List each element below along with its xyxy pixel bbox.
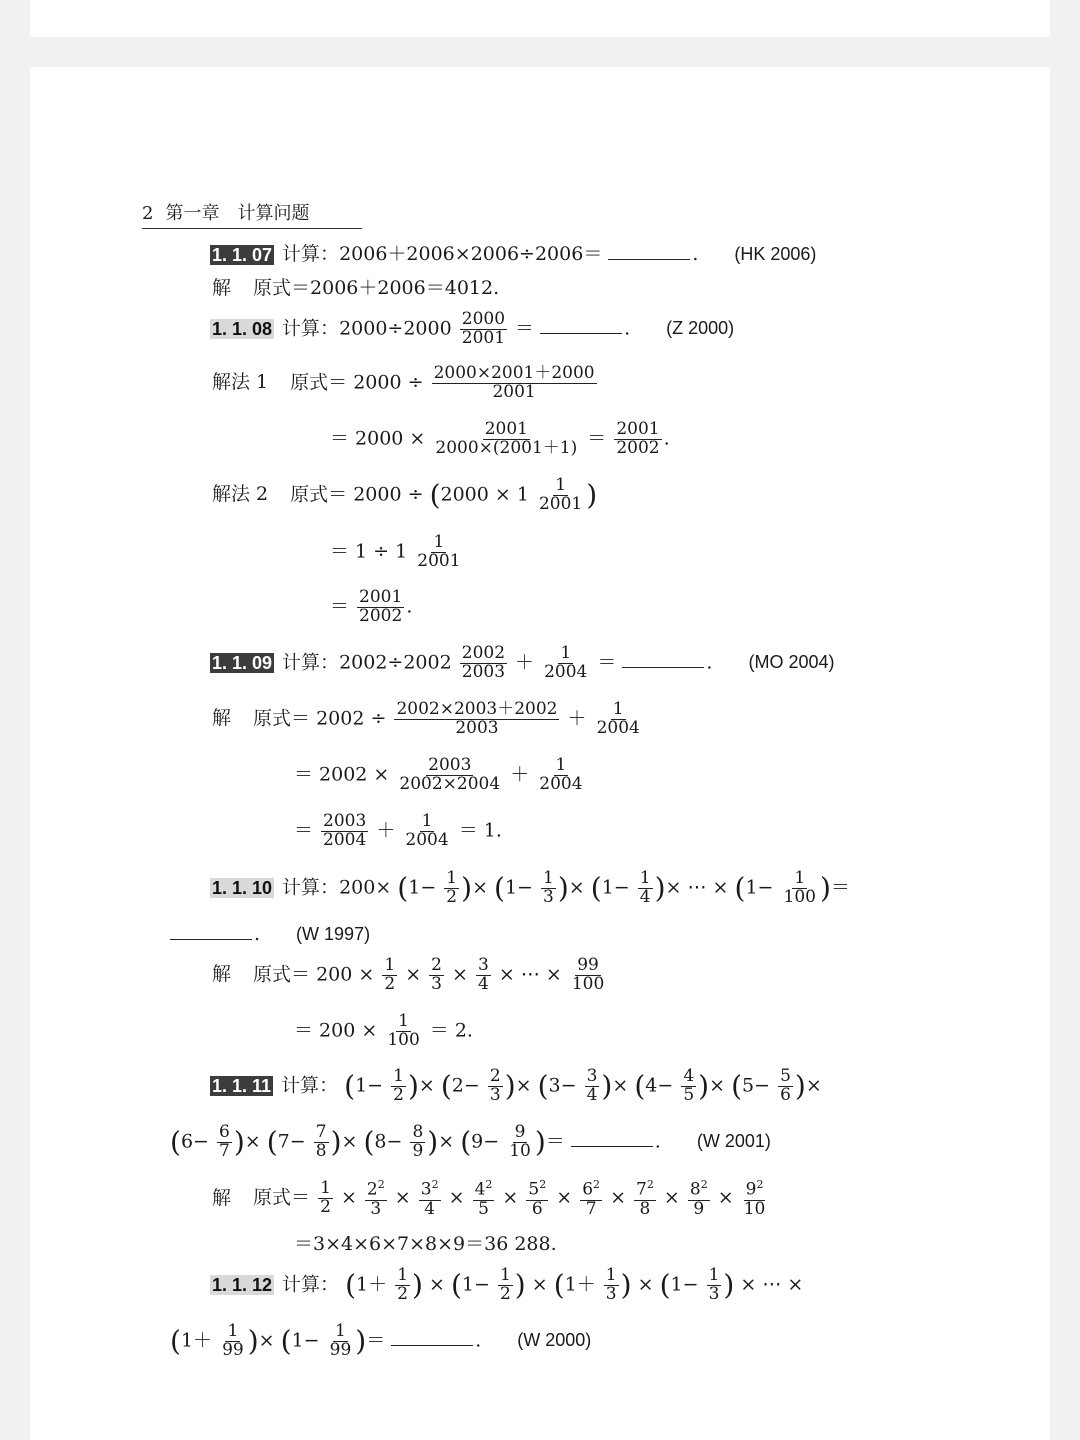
solution-1-1-09: 解 原式＝ 2002 ÷ $\frac{2002\times 2003+2002}{2003}$ ＋ $\frac{1}{2004}$ [212, 699, 640, 738]
solution-1-1-10-step: ＝ 200 × $\frac{1}{100}$ ＝ 2. [294, 1011, 473, 1050]
problem-number: 1. 1. 10 [212, 878, 273, 899]
problem-1-1-12-continued: (1＋ $\frac{1}{99}$ )× (1− $\frac{1}{99}$ )＝ . (W 2000) [170, 1321, 592, 1360]
problem-expression: 2006＋2006×2006÷2006＝ [339, 243, 603, 265]
problem-1-1-11: 1. 1. 11 计算： (1− $\frac{1}{2}$ )× (2− $\frac{2}{3}$ )× (3− $\frac{3}{4}$ )× (4− $\frac{4}{5}$ )× (5− $\frac{5}{6}$ )× [212, 1066, 822, 1105]
problem-1-1-07: 1. 1. 07 计算：2006＋2006×2006÷2006＝ . (HK 2006) [212, 243, 817, 265]
solution-1-1-09-step: ＝ 2002 × $\frac{2003}{2002\times 2004}$ ＋ $\frac{1}{2004}$ [294, 755, 583, 794]
solution-1-1-10: 解 原式＝ 200 × $\frac{1}{2}$ × $\frac{2}{3}$ × $\frac{3}{4}$ × ⋯ × $\frac{99}{100}$ [212, 955, 605, 994]
chapter-title: 计算问题 [237, 203, 310, 224]
answer-blank [391, 1344, 473, 1346]
problem-number: 1. 1. 08 [212, 319, 273, 340]
page-number: 2 [142, 203, 154, 224]
solution-1-1-11-result: ＝3×4×6×7×8×9＝36 288. [294, 1233, 557, 1255]
answer-blank [540, 332, 622, 334]
problem-number: 1. 1. 11 [212, 1076, 272, 1097]
problem-1-1-10-continued: . (W 1997) [170, 925, 370, 944]
problem-1-1-09: 1. 1. 09 计算：2002÷2002 $\frac{2002}{2003}$ ＋ $\frac{1}{2004}$ ＝ . (MO 2004) [212, 643, 835, 682]
solution-1-1-08-step: ＝ 2000 × $\frac{2001}{2000\times(2001+1)}$ ＝ $\frac{2001}{2002}$ . [330, 419, 670, 458]
solution-1-1-09-step: ＝ $\frac{2003}{2004}$ ＋ $\frac{1}{2004}$ ＝ 1. [294, 811, 502, 850]
solution-1-1-08-step: ＝ 1 ÷ 1 $\frac{1}{2001}$ [330, 532, 461, 571]
problem-1-1-08: 1. 1. 08 计算：2000÷2000 $\frac{2000}{2001}$ ＝ . (Z 2000) [212, 309, 735, 348]
problem-1-1-12: 1. 1. 12 计算： (1＋ $\frac{1}{2}$ ) × (1− $\frac{1}{2}$ ) × (1＋ $\frac{1}{3}$ ) × (1− $\frac{1}{3}$ ) × ⋯ × [212, 1265, 804, 1304]
solution-1-1-08-method-1: 解法 1 原式＝ 2000 ÷ $\frac{2000\times 2001+2000}{2001}$ [212, 363, 595, 402]
answer-blank [622, 666, 704, 668]
problem-source: (W 1997) [296, 924, 371, 944]
problem-number: 1. 1. 07 [212, 245, 273, 265]
problem-source: (MO 2004) [748, 652, 835, 673]
solution-1-1-07: 解 原式＝2006＋2006＝4012. [212, 277, 500, 299]
solution-1-1-08-step: ＝ $\frac{2001}{2002}$ . [330, 587, 413, 626]
problem-1-1-10: 1. 1. 10 计算：200× (1− $\frac{1}{2}$ )× (1− $\frac{1}{3}$ )× (1− $\frac{1}{4}$ )× ⋯ × (1− $\frac{1}{100}$ )＝ [212, 868, 850, 907]
problem-source: (HK 2006) [734, 244, 817, 264]
solution-1-1-08-method-2: 解法 2 原式＝ 2000 ÷ (2000 × 1 $\frac{1}{2001}$ ) [212, 475, 598, 514]
answer-blank [608, 258, 690, 260]
problem-source: (Z 2000) [666, 318, 735, 339]
problem-number: 1. 1. 09 [212, 653, 273, 674]
answer-blank [571, 1145, 653, 1147]
book-page [30, 67, 1050, 1440]
page-header [142, 199, 362, 229]
previous-page-edge [30, 0, 1050, 37]
answer-blank [170, 938, 252, 940]
problem-1-1-11-continued: (6− $\frac{6}{7}$ )× (7− $\frac{7}{8}$ )× (8− $\frac{8}{9}$ )× (9− $\frac{9}{10}$ )＝ . (W 2001) [170, 1122, 771, 1161]
problem-source: (W 2000) [517, 1330, 592, 1351]
chapter-label: 第一章 [165, 203, 220, 224]
solution-1-1-11: 解 原式＝ $\frac{1}{2}$ × $\frac{2^2}{3}$ × $\frac{3^2}{4}$ × $\frac{4^2}{5}$ × $\frac{5^2}{6}$ × $\frac{6^2}{7}$ × $\frac{7^2}{8}$ × $\frac{8^2}{9}$ × $\frac{9^2}{10}$ [212, 1178, 766, 1219]
problem-number: 1. 1. 12 [212, 1275, 273, 1296]
problem-source: (W 2001) [696, 1131, 771, 1152]
